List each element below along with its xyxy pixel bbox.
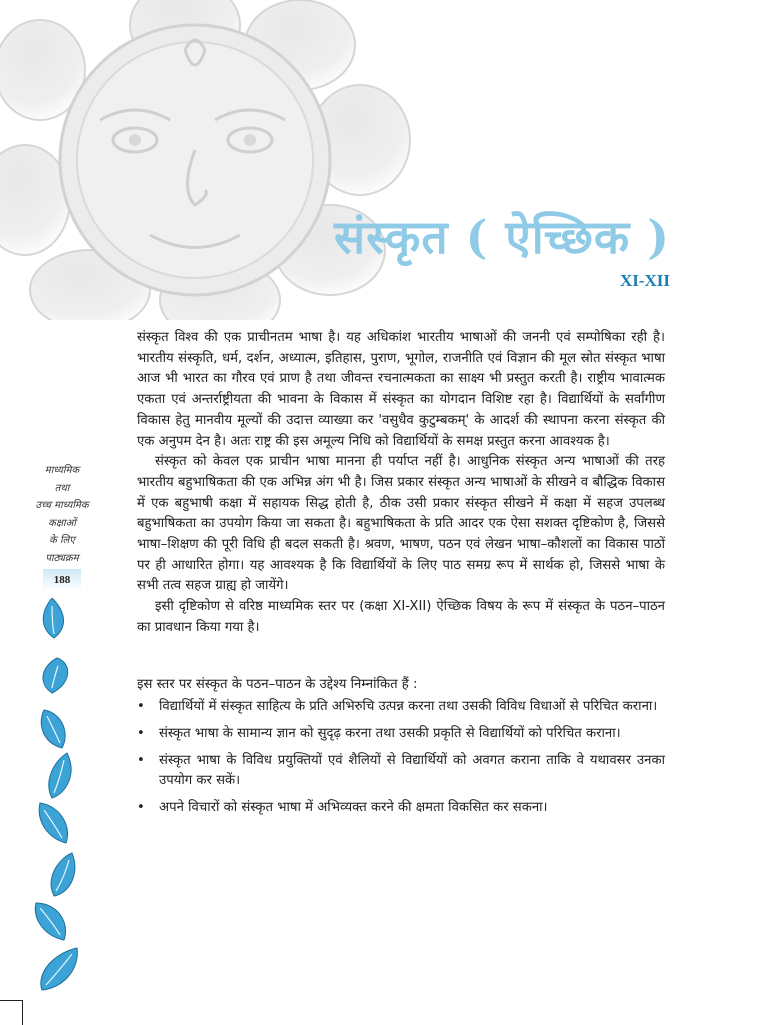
bullet-icon: • [137, 800, 145, 816]
list-item [137, 724, 665, 745]
bullet-icon: • [137, 752, 145, 768]
page-corner-mark [0, 1000, 23, 1025]
sidebar-line: तथा [54, 482, 70, 494]
objective-text: अपने विचारों को संस्कृत भाषा में अभिव्यक्त करने की क्षमता विकसित कर सकना। [159, 800, 548, 816]
list-item [137, 798, 665, 819]
leaf-decoration [22, 598, 92, 998]
list-item [137, 697, 665, 718]
objective-text: संस्कृत भाषा के विविध प्रयुक्तियों एवं शैलियों से विद्यार्थियों को अवगत कराना ताकि वे यथावसर उनका उपयोग कर सकें। [159, 752, 665, 789]
objectives-intro: इस स्तर पर संस्कृत के पठन–पाठन के उद्देश्य निम्नांकित हैं : [137, 676, 418, 692]
sidebar-line: के लिए [49, 535, 75, 546]
provision-paragraph: इसी दृष्टिकोण से वरिष्ठ माध्यमिक स्तर पर (कक्षा XI-XII) ऐच्छिक विषय के रूप में संस्कृत के पठन–पाठन का प्रावधान किया गया है। [137, 599, 665, 635]
objective-text: विद्यार्थियों में संस्कृत साहित्य के प्रति अभिरुचि उत्पन्न करना तथा उसकी विविध विधाओं से परिचित कराना। [159, 699, 658, 715]
objective-text: संस्कृत भाषा के सामान्य ज्ञान को सुदृढ़ करना तथा उसकी प्रकृति से विद्यार्थियों को परिचित कराना। [159, 725, 621, 741]
leaf-icons [22, 598, 92, 998]
sidebar-line: पाठ्यक्रम [45, 552, 79, 564]
bullet-icon: • [137, 699, 145, 715]
grade-label: XI-XII [619, 271, 670, 290]
multilingual-paragraph: संस्कृत को केवल एक प्राचीन भाषा मानना ही पर्याप्त नहीं है। आधुनिक संस्कृत अन्य भाषाओं की तरह भारतीय बहुभाषिकता की एक अभिन्न अंग भी है। जिस प्रकार संस्कृत अन्य भाषाओं के सीखने व बौद्धिक विकास में एक बहुभाषी कक्षा में सहायक सिद्ध होती है, ठीक उसी प्रकार संस्कृत सीखने में कक्षा में सहज उपलब्ध बहुभाषिकता का उपयोग किया जा सकता है। बहुभाषिकता के प्रति आदर एक ऐसा सशक्त दृष्टिकोण है, जिससे भाषा–शिक्षण की पूरी विधि ही बदल सकती है। श्रवण, भाषण, पठन एवं लेखन भाषा–कौशलों का विकास पाठों पर ही आधारित होगा। यह आवश्यक है कि विद्यार्थियों के लिए पाठ समग्र रूप में सार्थक हो, जिससे भाषा के सभी तत्व सहज ग्राह्य हो जायेंगे। [137, 454, 665, 594]
bullet-icon: • [137, 725, 145, 741]
list-item [137, 751, 665, 792]
main-content [137, 328, 665, 825]
sidebar-line: कक्षाओं [48, 517, 76, 529]
sidebar [22, 462, 102, 591]
sidebar-line: उच्च माध्यमिक [35, 500, 89, 511]
leaf-icon [51, 853, 75, 896]
intro-paragraph: संस्कृत विश्व की एक प्राचीनतम भाषा है। यह अधिकांश भारतीय भाषाओं की जननी एवं सम्पोषिका रही है। भारतीय संस्कृति, धर्म, दर्शन, अध्यात्म, इतिहास, पुराण, भूगोल, राजनीति एवं विज्ञान की मूल स्रोत संस्कृत भाषा आज भी भारत का गौरव एवं प्राण है तथा जीवन्त रचनात्मकता का साक्ष्य भी प्रस्तुत करती है। राष्ट्रीय भावात्मक एकता एवं अन्तर्राष्ट्रीयता की भावना के विकास में संस्कृत का योगदान विशिष्ट रहा है। विद्यार्थियों के सर्वांगीण विकास हेतु मानवीय मूल्यों की उदात्त व्याख्या कर 'वसुधैव कुटुम्बकम्' के आदर्श की स्थापना करना संस्कृत की एक अनुपम देन है। अतः राष्ट्र की इस अमूल्य निधि को विद्यार्थियों के समक्ष प्रस्तुत करना आवश्यक है। [137, 330, 665, 449]
objectives-list [137, 697, 665, 819]
sidebar-line: माध्यमिक [44, 465, 80, 476]
title-block [300, 205, 670, 291]
page-number: 188 [43, 569, 81, 591]
page-title: संस्कृत ( ऐच्छिक ) [334, 210, 670, 264]
